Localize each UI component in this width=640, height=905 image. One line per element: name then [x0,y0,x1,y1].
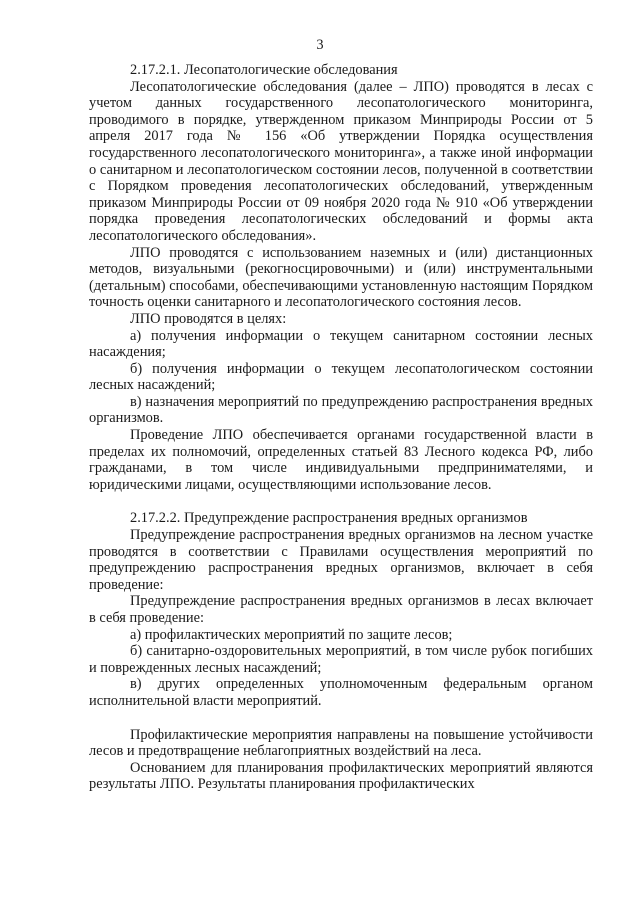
paragraph: Профилактические мероприятия направлены на повышение устойчивости лесов и предотвращение неблагоприятных воздействий на леса. [89,726,593,760]
section-heading-lpo: 2.17.2.1. Лесопатологические обследования [130,62,398,78]
list-item: в) других определенных уполномоченным федеральным органом исполнительной власти мероприятий. [89,676,593,709]
paragraph: Проведение ЛПО обеспечивается органами государственной власти в пределах их полномочий, определенных статьей 83 Лесного кодекса РФ, либо гражданами, в том числе индивидуальными предпринимателями, и юридическими лицами, осуществляющими использование лесов. [89,427,593,493]
list-item: б) получения информации о текущем лесопатологическом состоянии лесных насаждений; [89,360,593,394]
list-item: а) получения информации о текущем санитарном состоянии лесных насаждения; [89,327,593,361]
list-item: в) назначения мероприятий по предупреждению распространения вредных организмов. [89,393,593,427]
page-number: 3 [316,37,324,53]
spacer [89,710,593,727]
list-item: б) санитарно-оздоровительных мероприятий, в том числе рубок погибших и поврежденных лесных насаждений; [89,643,593,676]
paragraph: ЛПО проводятся с использованием наземных и (или) дистанционных методов, визуальными (рекогносцировочными) и (или) инструментальными (детальным) способами, обеспечивающими установленную настоящим Порядком точность оценки санитарного и лесопатологического состояния лесов. [89,244,593,311]
paragraph: Лесопатологические обследования (далее – ЛПО) проводятся в лесах с учетом данных государственного лесопатологического мониторинга, проводимого в порядке, утвержденном приказом Минприроды России от 5 апреля 2017 года № 156 «Об утверждении Порядка осуществления государственного лесопатологического мониторинга», а также иной информации о санитарном и лесопатологическом состоянии лесов, полученной в соответствии с Порядком проведения лесопатологических обследований, утвержденным приказом Минприроды России от 09 ноября 2020 года № 910 «Об утверждении порядка проведения лесопатологических обследований и формы акта лесопатологического обследования». [89,78,593,244]
paragraph: Основанием для планирования профилактических мероприятий являются результаты ЛПО. Результаты планирования профилактических [89,759,593,793]
spacer [89,493,593,510]
list-item: а) профилактических мероприятий по защите лесов; [130,626,453,643]
paragraph: Предупреждение распространения вредных организмов в лесах включает в себя проведение: [89,593,593,626]
paragraph: ЛПО проводятся в целях: [130,310,287,327]
paragraph: Предупреждение распространения вредных организмов на лесном участке проводятся в соответствии с Правилами осуществления мероприятий по предупреждению распространения вредных организмов, включает в себя проведение: [89,527,593,593]
section-heading-prevention: 2.17.2.2. Предупреждение распространения вредных организмов [130,510,528,527]
document-body [89,62,593,793]
